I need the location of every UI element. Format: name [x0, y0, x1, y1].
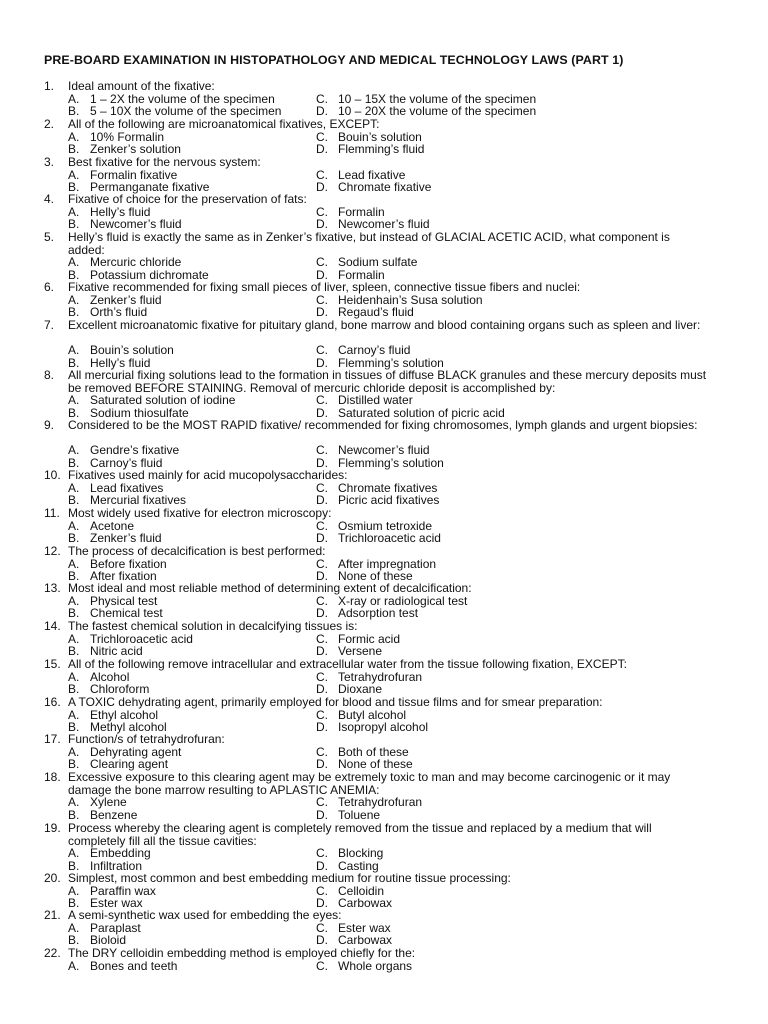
question-number: 22. [44, 946, 61, 960]
choice-letter: B. [68, 405, 80, 420]
choice-text: Carbowax [338, 896, 393, 911]
question-number: 17. [44, 732, 61, 746]
choice-letter: D. [316, 305, 328, 320]
choice-text: Permanganate fixative [90, 180, 210, 195]
question-number: 15. [44, 657, 61, 671]
choice-letter: A. [68, 669, 80, 684]
question-number: 3. [44, 155, 55, 169]
choice-letter: C. [316, 343, 328, 358]
question-number: 4. [44, 192, 55, 206]
question-number: 2. [44, 117, 55, 131]
choice-text: Helly’s fluid [90, 204, 151, 219]
choice-letter: D. [316, 531, 328, 546]
choice-letter: D. [316, 606, 328, 621]
choice-text: None of these [338, 757, 413, 772]
choice-text: Trichloroacetic acid [90, 631, 193, 646]
choice-letter: A. [68, 129, 80, 144]
choice-letter: D. [316, 104, 328, 119]
choice-text: Newcomer’s fluid [338, 217, 430, 232]
question-number: 20. [44, 871, 61, 885]
choice-letter: A. [68, 593, 80, 608]
question-number: 8. [44, 368, 55, 382]
choice-letter: C. [316, 204, 328, 219]
choice-text: Heidenhain’s Susa solution [338, 292, 483, 307]
choice-letter: B. [68, 757, 80, 772]
choice-text: None of these [338, 569, 413, 584]
choice-text: Tetrahydrofuran [338, 795, 423, 810]
choice-text: Carbowax [338, 933, 393, 948]
choice-text: Formalin [338, 204, 385, 219]
choice-text: Ester wax [338, 920, 391, 935]
choice-text: Toluene [338, 807, 381, 822]
choice-text: Methyl alcohol [90, 720, 167, 735]
choice-letter: B. [68, 493, 80, 508]
choice-letter: A. [68, 883, 80, 898]
choice-letter: A. [68, 255, 80, 270]
choice-letter: A. [68, 795, 80, 810]
choice-letter: D. [316, 405, 328, 420]
question-stem: The fastest chemical solution in decalcifying tissues is: [68, 619, 358, 633]
choice-text: 10 – 20X the volume of the specimen [338, 104, 537, 119]
choice-text: Acetone [90, 518, 135, 533]
choice-letter: C. [316, 167, 328, 182]
choice-text: Chloroform [90, 682, 150, 697]
choice-letter: B. [68, 355, 80, 370]
choice-text: Carnoy’s fluid [338, 343, 411, 358]
question-number: 14. [44, 619, 61, 633]
choice-text: Chromate fixatives [338, 480, 438, 495]
choice-text: Flemming’s solution [338, 355, 444, 370]
choice-letter: A. [68, 393, 80, 408]
page-title: PRE-BOARD EXAMINATION IN HISTOPATHOLOGY AND MEDICAL TECHNOLOGY LAWS (PART 1) [44, 53, 624, 67]
choice-text: Trichloroacetic acid [338, 531, 441, 546]
choice-text: Osmium tetroxide [338, 518, 433, 533]
choice-letter: D. [316, 267, 328, 282]
question-stem: Considered to be the MOST RAPID fixative/ recommended for fixing chromosomes, lymph glands and urgent biopsies: [68, 418, 698, 432]
choice-letter: A. [68, 846, 80, 861]
choice-text: Nitric acid [90, 644, 143, 659]
choice-letter: C. [316, 556, 328, 571]
question-number: 1. [44, 79, 55, 93]
question-stem: All of the following are microanatomical fixatives, EXCEPT: [68, 117, 380, 131]
choice-letter: C. [316, 631, 328, 646]
choice-text: Newcomer’s fluid [338, 443, 430, 458]
question-stem: Best fixative for the nervous system: [68, 155, 261, 169]
choice-text: Benzene [90, 807, 138, 822]
question-stem: The DRY celloidin embedding method is employed chiefly for the: [68, 946, 416, 960]
choice-letter: A. [68, 556, 80, 571]
choice-letter: B. [68, 933, 80, 948]
question-stem: Fixative of choice for the preservation of fats: [68, 192, 307, 206]
question-stem: Fixatives used mainly for acid mucopolysaccharides: [68, 468, 348, 482]
question-stem: The process of decalcification is best performed: [68, 544, 326, 558]
question-stem: Process whereby the clearing agent is completely removed from the tissue and replaced by a medium that will completely fill all the tissue cavities: [68, 821, 652, 848]
choice-text: Xylene [90, 795, 127, 810]
choice-text: Casting [338, 858, 379, 873]
choice-text: Zenker’s solution [90, 142, 181, 157]
choice-text: After impregnation [338, 556, 437, 571]
choice-letter: C. [316, 91, 328, 106]
choice-text: 1 – 2X the volume of the specimen [90, 91, 275, 106]
choice-text: Bouin’s solution [90, 343, 174, 358]
choice-text: Tetrahydrofuran [338, 669, 423, 684]
question-number: 21. [44, 908, 61, 922]
choice-text: Versene [338, 644, 383, 659]
choice-letter: B. [68, 104, 80, 119]
choice-letter: B. [68, 807, 80, 822]
choice-letter: B. [68, 305, 80, 320]
choice-letter: D. [316, 217, 328, 232]
choice-letter: C. [316, 846, 328, 861]
choice-letter: D. [316, 493, 328, 508]
choice-letter: A. [68, 480, 80, 495]
choice-text: Regaud’s fluid [338, 305, 414, 320]
choice-text: Dioxane [338, 682, 383, 697]
choice-text: Dehyrating agent [90, 744, 182, 759]
question-stem: Most widely used fixative for electron microscopy: [68, 506, 332, 520]
choice-letter: D. [316, 933, 328, 948]
choice-letter: A. [68, 292, 80, 307]
choice-text: Ethyl alcohol [90, 707, 159, 722]
question-stem: Ideal amount of the fixative: [68, 79, 215, 93]
question-stem: Excessive exposure to this clearing agent may be extremely toxic to man and may become carcinogenic or it may damage the bone marrow resulting to APLASTIC ANEMIA: [68, 770, 671, 797]
question-stem: Most ideal and most reliable method of determining extent of decalcification: [68, 581, 472, 595]
choice-letter: C. [316, 593, 328, 608]
choice-text: Physical test [90, 593, 158, 608]
choice-letter: D. [316, 455, 328, 470]
question-number: 10. [44, 468, 61, 482]
choice-letter: C. [316, 744, 328, 759]
choice-letter: A. [68, 518, 80, 533]
choice-letter: D. [316, 720, 328, 735]
choice-letter: A. [68, 204, 80, 219]
choice-letter: C. [316, 393, 328, 408]
choice-text: 10% Formalin [90, 129, 165, 144]
choice-letter: A. [68, 631, 80, 646]
choice-text: After fixation [90, 569, 157, 584]
choice-letter: D. [316, 858, 328, 873]
choice-letter: C. [316, 707, 328, 722]
choice-text: Clearing agent [90, 757, 169, 772]
choice-text: Saturated solution of iodine [90, 393, 236, 408]
choice-letter: A. [68, 920, 80, 935]
question-number: 18. [44, 770, 61, 784]
choice-text: Paraplast [90, 920, 141, 935]
choice-letter: B. [68, 531, 80, 546]
choice-text: Formalin [338, 267, 385, 282]
question-stem: All of the following remove intracellular and extracellular water from the tissue following fixation, EXCEPT: [68, 657, 627, 671]
choice-letter: B. [68, 720, 80, 735]
choice-letter: D. [316, 682, 328, 697]
choice-letter: D. [316, 807, 328, 822]
choice-text: Flemming’s fluid [338, 142, 425, 157]
choice-text: Celloidin [338, 883, 385, 898]
choice-letter: B. [68, 217, 80, 232]
choice-text: Both of these [338, 744, 409, 759]
question-number: 13. [44, 581, 61, 595]
choice-text: Sodium sulfate [338, 255, 418, 270]
choice-text: Picric acid fixatives [338, 493, 440, 508]
choice-text: Paraffin wax [90, 883, 156, 898]
choice-text: Mercurial fixatives [90, 493, 187, 508]
question-stem: Excellent microanatomic fixative for pituitary gland, bone marrow and blood containing organs such as spleen and liver: [68, 318, 701, 332]
choice-letter: B. [68, 142, 80, 157]
choice-text: Embedding [90, 846, 151, 861]
choice-letter: B. [68, 896, 80, 911]
question-number: 5. [44, 230, 55, 244]
choice-letter: B. [68, 180, 80, 195]
question-stem: A semi-synthetic wax used for embedding the eyes: [68, 908, 342, 922]
choice-letter: A. [68, 443, 80, 458]
choice-letter: C. [316, 255, 328, 270]
choice-letter: D. [316, 896, 328, 911]
choice-text: Flemming’s solution [338, 455, 444, 470]
choice-text: Chemical test [90, 606, 163, 621]
choice-text: Ester wax [90, 896, 143, 911]
choice-letter: C. [316, 518, 328, 533]
choice-letter: C. [316, 129, 328, 144]
choice-text: Butyl alcohol [338, 707, 407, 722]
choice-letter: B. [68, 569, 80, 584]
choice-text: Formalin fixative [90, 167, 178, 182]
choice-text: X-ray or radiological test [338, 593, 468, 608]
choice-text: Carnoy’s fluid [90, 455, 163, 470]
choice-text: Zenker’s fluid [90, 531, 162, 546]
choice-letter: A. [68, 343, 80, 358]
choice-text: Adsorption test [338, 606, 419, 621]
choice-letter: D. [316, 569, 328, 584]
question-stem: Simplest, most common and best embedding medium for routine tissue processing: [68, 871, 511, 885]
choice-letter: C. [316, 883, 328, 898]
question-number: 12. [44, 544, 61, 558]
choice-letter: A. [68, 167, 80, 182]
choice-letter: B. [68, 455, 80, 470]
choice-letter: C. [316, 480, 328, 495]
question-number: 6. [44, 280, 55, 294]
choice-letter: C. [316, 958, 328, 973]
choice-text: Formic acid [338, 631, 401, 646]
choice-text: Distilled water [338, 393, 413, 408]
question-stem: Helly’s fluid is exactly the same as in Zenker’s fixative, but instead of GLACIAL ACETIC ACID, what component is added: [68, 230, 670, 257]
choice-letter: B. [68, 606, 80, 621]
choice-letter: B. [68, 267, 80, 282]
choice-text: Gendre’s fixative [90, 443, 180, 458]
choice-text: Newcomer’s fluid [90, 217, 182, 232]
choice-text: Blocking [338, 846, 384, 861]
choice-letter: A. [68, 707, 80, 722]
choice-text: 10 – 15X the volume of the specimen [338, 91, 537, 106]
question-number: 11. [44, 506, 60, 520]
choice-letter: B. [68, 644, 80, 659]
question-number: 9. [44, 418, 55, 432]
choice-letter: B. [68, 682, 80, 697]
choice-text: Bioloid [90, 933, 127, 948]
question-stem: Fixative recommended for fixing small pieces of liver, spleen, connective tissue fibers and nuclei: [68, 280, 581, 294]
choice-text: Zenker’s fluid [90, 292, 162, 307]
choice-text: Potassium dichromate [90, 267, 209, 282]
choice-text: Mercuric chloride [90, 255, 182, 270]
choice-text: Bones and teeth [90, 958, 178, 973]
question-number: 16. [44, 695, 61, 709]
choice-letter: D. [316, 757, 328, 772]
choice-text: Whole organs [338, 958, 413, 973]
choice-text: Lead fixative [338, 167, 406, 182]
choice-letter: C. [316, 669, 328, 684]
choice-letter: D. [316, 180, 328, 195]
choice-letter: D. [316, 644, 328, 659]
choice-text: Orth’s fluid [90, 305, 148, 320]
choice-letter: C. [316, 795, 328, 810]
choice-text: Helly’s fluid [90, 355, 151, 370]
choice-letter: C. [316, 292, 328, 307]
choice-letter: A. [68, 958, 80, 973]
choice-text: Before fixation [90, 556, 167, 571]
question-stem: All mercurial fixing solutions lead to the formation in tissues of diffuse BLACK granules and these mercury deposits must be removed BEFORE STAINING. Removal of mercuric chloride deposit is accomplished by: [68, 368, 707, 395]
question-number: 7. [44, 318, 55, 332]
choice-letter: B. [68, 858, 80, 873]
question-stem: A TOXIC dehydrating agent, primarily employed for blood and tissue films and for smear preparation: [68, 695, 603, 709]
choice-text: Saturated solution of picric acid [338, 405, 505, 420]
question-number: 19. [44, 821, 61, 835]
choice-letter: C. [316, 920, 328, 935]
choice-text: Bouin’s solution [338, 129, 422, 144]
choice-letter: A. [68, 744, 80, 759]
choice-text: Chromate fixative [338, 180, 432, 195]
question-stem: Function/s of tetrahydrofuran: [68, 732, 225, 746]
choice-letter: D. [316, 142, 328, 157]
choice-letter: C. [316, 443, 328, 458]
choice-text: 5 – 10X the volume of the specimen [90, 104, 282, 119]
choice-text: Infiltration [90, 858, 143, 873]
choice-text: Lead fixatives [90, 480, 164, 495]
choice-text: Isopropyl alcohol [338, 720, 429, 735]
choice-letter: A. [68, 91, 80, 106]
choice-text: Alcohol [90, 669, 130, 684]
choice-text: Sodium thiosulfate [90, 405, 189, 420]
choice-letter: D. [316, 355, 328, 370]
